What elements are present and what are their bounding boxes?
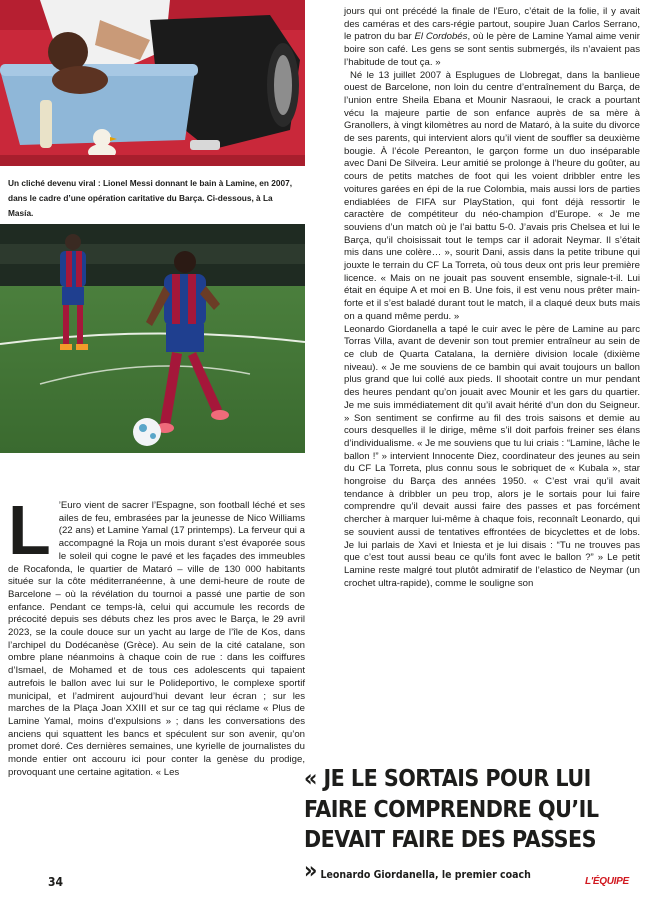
article-text: jours qui ont précédé la finale de l’Euro, c’était de la folie, il y avait des caméras et des cars-régie partout, soupire Juan Carlos Serrano, le patron du bar: [344, 6, 640, 43]
photo-caption: Un cliché devenu viral : Lionel Messi donnant le bain à Lamine, en 2007, dans le cadre d’une opération caritative du Barça. Ci-dessous, à La Masía.: [8, 178, 293, 218]
bar-name: El Cordobés: [414, 31, 468, 43]
article-column-left: [8, 491, 305, 779]
photo-messi-bath-illustration: [0, 0, 305, 166]
article-paragraph: ’Euro vient de sacrer l’Espagne, son football léché et ses ailes de feu, embrasées par la jeunesse de Nico Williams (22 ans) et Lamine Yamal (17 printemps). La ferveur qui a accompagné la Roja un mois durant s’est évaporée sous le soleil qui cogne le pavé et les façades des immeubles de Rocafonda, le quartier de Mataró – ville de 130 000 habitants située sur la côte méditerranéenne, à une demi-heure de route de Barcelone – où la révélation du tournoi a passé une partie de son enfance. Pendant ce temps-là, celui qui accumule les records de précocité depuis ses débuts chez les pros avec le Barça, le 29 avril 2023, se la coule douce sur un yacht au large de l’île de Kos, dans l’archipel du Dodécanèse (Grèce). Au sein de la cité catalane, son ombre plane néanmoins à chaque coin de rue : dans les coiffures d’Ismael, de Mohamed et de tous ces adolescents qui tapaient autrefois le ballon avec lui sur le Polideportivo, le complexe sportif municipal, et l’admirent aujourd’hui devant leur écran ; sur les marches de la Plaça Joan XXIII et sur ce tag qui réclame « Plus de Lamine Yamal, moins d’expulsions » ; dans les conversations des anciens qui squattent les bancs et spéculent sur son avenir, qu’on promet doré. Ces dernières semaines, une kyrielle de journalistes du monde entier ont accouru ici pour conter la genèse du prodige, provoquant une certaine agitation. « Les: [8, 500, 305, 778]
lequipe-logo: L'ÉQUIPE: [585, 876, 629, 887]
photo-la-masia-illustration: [0, 224, 305, 453]
page-number: 34: [48, 875, 64, 889]
pull-quote-attribution: Leonardo Giordanella, le premier coach: [320, 868, 531, 881]
photo-la-masia: [0, 224, 305, 453]
pull-quote: [304, 764, 619, 890]
article-paragraph: Né le 13 juillet 2007 à Esplugues de Llobregat, dans la banlieue ouest de Barcelone, non loin du centre d’entraînement du Barça, de l’union entre Sheila Ebana et Mounir Nasraoui, le crack a pourtant vécu la majeure partie de son enfance auprès de sa mère à Granollers, à vingt kilomètres au nord de Mataró, à la suite du divorce de ses parents, qui intervient alors qu’il vient de souffler sa deuxième bougie. À l’école Pereanton, le garçon forme un duo inséparable avec Dani De Silveira. Leur amitié se prolonge à l’heure du goûter, au cours de petits matches de foot qui les voient dribbler entre les voitures garées en épi de la rue Colombia, mais aussi lors de parties endiablées de FIFA sur PlayStation, qui font déjà ressortir le caractère de compétiteur du néo-champion d’Europe. « Je me souviens d’un match où je l’ai battu 5-0. J’avais pris Chelsea et lui le Barça, qu’il choisissait tout le temps car il adorait Neymar. Il s’était mis dans une colère… », sourit Dani, assis dans la petite tribune qui jouxte le terrain du CF La Torreta, où tous deux ont pris leur première licence. « Mais on ne jouait pas souvent ensemble, signale-t-il. Lui était en équipe A et moi en B. Une fois, il est venu nous prêter main-forte et il s’est baladé durant tout le match, il a claqué deux buts mais on a quand même perdu. »: [344, 69, 640, 322]
article-column-right: [344, 6, 640, 590]
pull-quote-text: « JE LE SORTAIS POUR LUI FAIRE COMPRENDRE QU’IL DEVAIT FAIRE DES PASSES »: [304, 766, 599, 884]
article-paragraph: [344, 6, 640, 70]
article-text: , où le père de Lamine Yamal aime venir boire son café. Les gens se sont sentis submergés, ils n’avaient pas l’habitude de tout ça. »: [344, 31, 641, 68]
article-paragraph: Leonardo Giordanella a tapé le cuir avec le père de Lamine au parc Torras Villa, avant de devenir son tout premier entraîneur au sein de ce club de Quarta Catalana, la dernière division locale (dixième niveau). « Je me souviens de ce bambin qui avait toujours un ballon plus grand que lui collé aux pieds. Il shootait contre un mur pendant des heures pendant qu’on jouait avec Mounir et les gars du quartier. Je me suis immédiatement dit qu’il avait hérité d’un don du Seigneur. » Son sentiment se confirme au fil des trois saisons et demie au cours desquelles il le dirige, même s’il doit parfois freiner ses élans d’individualisme. « Je me souviens que tu lui criais : “Lamine, lâche le ballon !” » intervient Innocente Diez, coordinateur des jeunes au sein du CF La Torreta, plus connu sous le sobriquet de « Kubala », star hongroise du Barça des années 1950. « C’est vrai qu’il avait tendance à dribbler un peu trop, alors je le sortais pour lui faire comprendre qu’il devait aussi faire des passes et pas forcément chercher à marquer lui-même à chaque fois, reconnaît Leonardo, qui se souvient aussi de tentatives effrontées de bicyclettes et de lobs. Je lui parlais de Xavi et Iniesta et je lui disais : “Tu ne trouves pas que c’est tout aussi beau ce qu’ils font avec le ballon ?” » Le petit Lamine reste malgré tout plutôt admiratif de l’elastico de Neymar (un crochet ultra-rapide), comme le souligne son: [344, 323, 640, 589]
dropcap: L: [8, 491, 51, 569]
photo-messi-bath: [0, 0, 305, 166]
